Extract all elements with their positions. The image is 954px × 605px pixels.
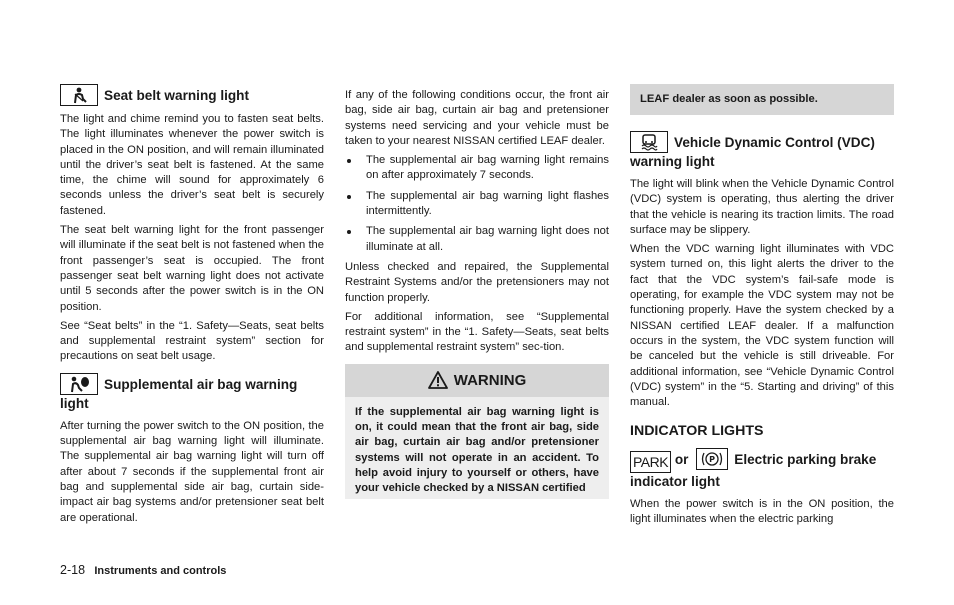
list-item: The supplemental air bag warning light does not illuminate at all. [345,224,609,255]
page-number: 2-18 [60,563,86,577]
column-2 [345,88,609,499]
airbag-heading [60,373,324,413]
page-footer [60,562,226,579]
warning-continuation-box [630,84,894,115]
vdc-heading [630,131,894,171]
seatbelt-paragraph-3: See “Seat belts” in the “1. Safety—Seats, seat belts and supplemental restraint system” section for precautions on seat belt usage. [60,319,324,363]
airbag-icon [60,373,98,395]
warning-header [345,364,609,397]
unless-paragraph: Unless checked and repaired, the Supplemental Restraint Systems and/or the pretensioners may not function properly. [345,260,609,304]
epb-heading [630,448,894,491]
seatbelt-title: Seat belt warning light [104,88,250,103]
airbag-paragraph-1: After turning the power switch to the ON position, the supplemental air bag warning light will illuminate. The supplemental air bag warning light will turn off after about 7 seconds if the supplemental front air bag and supplemental side air bag, curtain side-impact air bag systems and/or pretensioner seat belt are operational. [60,419,324,524]
epb-title: Electric parking brake indicator light [630,451,877,489]
warning-text: If the supplemental air bag warning light is on, it could mean that the front air bag, side air bag, curtain air bag and/or pretensioner systems will not operate in an accident. To help avoid injury to yourself or others, have your vehicle checked by a NISSAN certified [355,405,599,495]
column-1 [60,84,324,530]
seatbelt-paragraph-1: The light and chime remind you to fasten seat belts. The light illuminates whenever the power switch is placed in the ON position, and will remain illuminated until the driver’s seat belt is fastened. At the same time, the chime will sound for approximately 6 seconds unless the driver’s seat belt is securely fastened. [60,113,324,217]
warning-continuation-text: LEAF dealer as soon as possible. [640,92,818,105]
column-3 [630,84,894,531]
section-title: Instruments and controls [94,565,227,577]
seatbelt-heading [60,84,324,106]
svg-text:P: P [709,454,716,464]
vdc-icon [630,131,668,153]
seatbelt-paragraph-2: The seat belt warning light for the front passenger will illuminate if the seat belt is not fastened when the front passenger’s seat is occupied. The front passenger seat belt warning light does not activate until 5 seconds after the power switch is in the ON position. [60,224,324,313]
warning-box [345,364,609,499]
epb-paragraph-1: When the power switch is in the ON position, the light illuminates when the electric parking [630,497,894,526]
vdc-title: Vehicle Dynamic Control (VDC) warning light [630,135,875,169]
seatbelt-icon [60,84,98,106]
vdc-paragraph-1: The light will blink when the Vehicle Dynamic Control (VDC) system is operating, thus alerting the driver that the vehicle is nearing its traction limits. The road surface may be slippery. [630,178,894,236]
warning-triangle-icon [428,371,448,389]
conditions-list [345,153,609,255]
park-indicator-icon: PARK [630,451,671,473]
airbag-title: Supplemental air bag warning light [60,376,298,411]
vdc-paragraph-2: When the VDC warning light illuminates with VDC system turned on, this light alerts the driver to the fact that the VDC system’s fail-safe mode is operating, for example the VDC system may not be functioning properly. Have the system checked by a NISSAN certified LEAF dealer. If a malfunction occurs in the system, the VDC system function will be canceled but the vehicle is still driveable. For additional information, see “Vehicle Dynamic Control (VDC) system” in the “5. Starting and driving” of this manual. [630,243,894,409]
indicator-lights-heading: INDICATOR LIGHTS [630,423,764,440]
additional-info-paragraph: For additional information, see “Supplemental restraint system” in the “1. Safety—Seats, seat belts and supplemental restraint system” sec-tion. [345,310,609,354]
parking-brake-icon [696,448,728,470]
or-label: or [674,451,689,467]
conditions-intro: If any of the following conditions occur, the front air bag, side air bag, curtain air bag and pretensioner systems need servicing and your vehicle must be taken to your nearest NISSAN certified LEAF dealer. [345,89,609,147]
warning-title: WARNING [453,371,527,389]
list-item: The supplemental air bag warning light flashes intermittently. [345,189,609,220]
list-item: The supplemental air bag warning light remains on after approximately 7 seconds. [345,153,609,184]
